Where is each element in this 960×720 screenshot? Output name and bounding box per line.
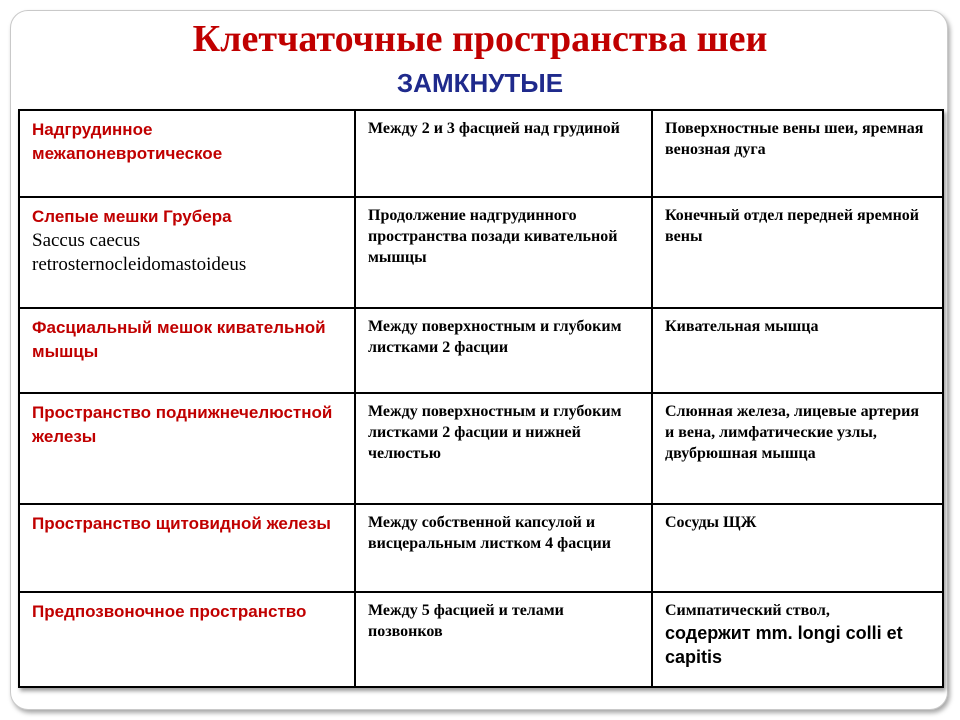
space-content: Поверхностные вены шеи, яремная венозная дуга: [665, 120, 924, 158]
space-name-cell: [19, 308, 355, 393]
location-cell: [355, 592, 652, 687]
space-name: Надгрудинное межапоневротическое: [32, 120, 223, 163]
space-content-extra: содержит mm. longi colli et capitis: [665, 623, 903, 667]
space-name: Слепые мешки Грубера: [32, 207, 232, 226]
content-cell: [652, 393, 943, 504]
space-latin-name: Saccus caecus retrosternocleidomastoideus: [32, 230, 247, 275]
space-name: Пространство поднижнечелюстной железы: [32, 403, 333, 446]
space-name: Фасциальный мешок кивательной мышцы: [32, 318, 326, 361]
space-content: Конечный отдел передней яремной вены: [665, 207, 920, 245]
page-title: Клетчаточные пространства шеи: [192, 18, 768, 60]
location-cell: [355, 110, 652, 197]
space-content: Кивательная мышца: [665, 318, 819, 335]
space-location: Между 2 и 3 фасцией над грудиной: [368, 120, 620, 137]
space-location: Между поверхностным и глубоким листками 2 фасции: [368, 318, 622, 356]
space-location: Между 5 фасцией и телами позвонков: [368, 602, 564, 640]
location-cell: [355, 197, 652, 308]
space-location: Между собственной капсулой и висцеральным листком 4 фасции: [368, 514, 611, 552]
content-cell: [652, 592, 943, 687]
space-name-cell: [19, 393, 355, 504]
content-cell: [652, 110, 943, 197]
spaces-table: [18, 109, 944, 688]
content-cell: [652, 308, 943, 393]
space-location: Между поверхностным и глубоким листками 2 фасции и нижней челюстью: [368, 403, 622, 462]
content-cell: [652, 504, 943, 592]
table-row: [19, 197, 943, 308]
table-row: [19, 504, 943, 592]
table-row: [19, 393, 943, 504]
location-cell: [355, 308, 652, 393]
space-name-cell: [19, 592, 355, 687]
space-name-cell: [19, 504, 355, 592]
space-content: Симпатический ствол,: [665, 602, 830, 619]
content-cell: [652, 197, 943, 308]
space-content: Сосуды ЩЖ: [665, 514, 757, 531]
page-subtitle: ЗАМКНУТЫЕ: [396, 68, 564, 98]
space-name: Предпозвоночное пространство: [32, 602, 307, 621]
space-name-cell: [19, 110, 355, 197]
space-name: Пространство щитовидной железы: [32, 514, 331, 533]
location-cell: [355, 504, 652, 592]
location-cell: [355, 393, 652, 504]
space-name-cell: [19, 197, 355, 308]
space-location: Продолжение надгрудинного пространства позади кивательной мышцы: [368, 207, 618, 266]
space-content: Слюнная железа, лицевые артерия и вена, лимфатические узлы, двубрюшная мышца: [665, 403, 920, 462]
table-row: [19, 308, 943, 393]
table-row: [19, 592, 943, 687]
table-row: [19, 110, 943, 197]
